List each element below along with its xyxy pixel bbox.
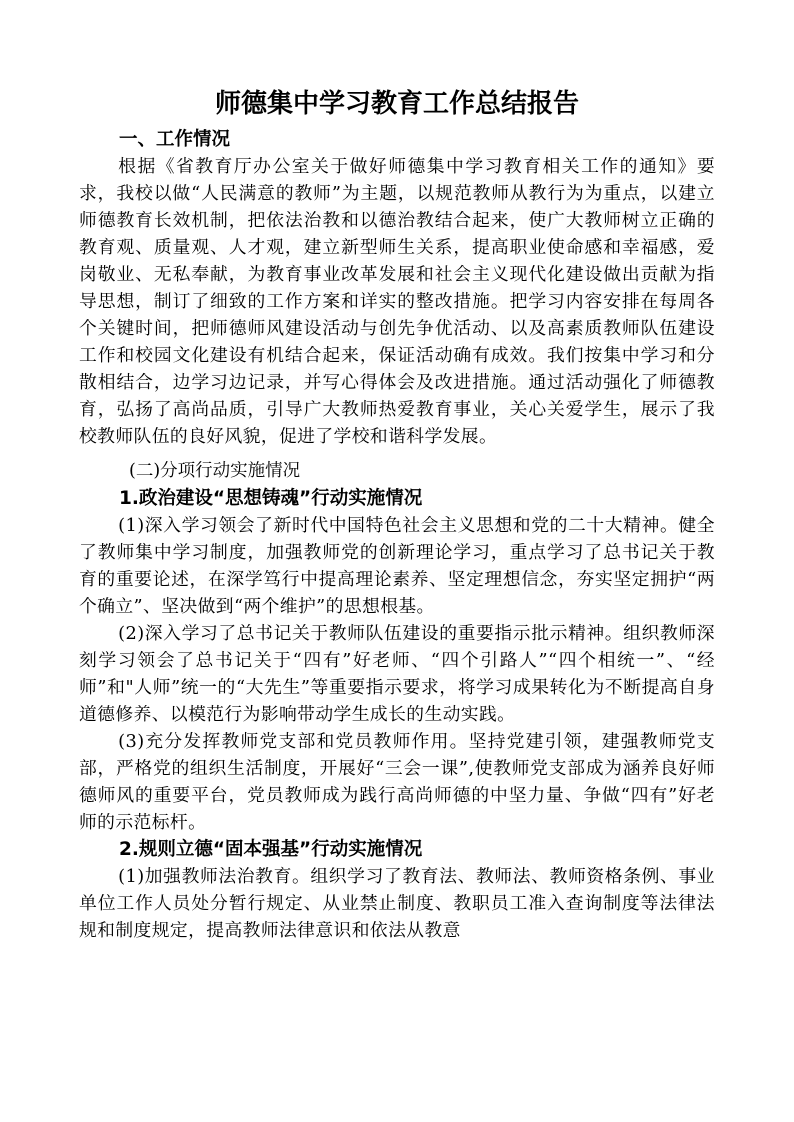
item2-heading: 2.规则立德“固本强基”行动实施情况 (119, 839, 423, 860)
document-title: 师德集中学习教育工作总结报告 (214, 89, 579, 119)
item1-paragraph-2: (2)深入学习了总书记关于教师队伍建设的重要指示批示精神。组织教师深刻学习领会了总书记关于“四有”好老师、“四个引路人”“四个相统一”、“经师”和"人师”统一的“大先生”等重要指示要求，将学习成果转化为不断提高自身道德修养、以模范行为影响带动学生成长的生动实践。 (79, 623, 715, 725)
item2-paragraph-1: (1)加强教师法治教育。组织学习了教育法、教师法、教师资格条例、事业单位工作人员处分暂行规定、从业禁止制度、教职员工准入查询制度等法律法规和制度规定，提高教师法律意识和依法从教意 (79, 866, 715, 941)
item1-paragraph-3: (3)充分发挥教师党支部和党员教师作用。坚持党建引领，建强教师党支部，严格党的组织生活制度，开展好“三会一课”,使教师党支部成为涵养良好师德师风的重要平台，党员教师成为践行高尚师德的中坚力量、争做“四有”好老师的示范标杆。 (79, 731, 715, 833)
section1-paragraph: 根据《省教育厅办公室关于做好师德集中学习教育相关工作的通知》要求，我校以做“人民满意的教师”为主题，以规范教师从教行为为重点，以建立师德教育长效机制，把依法治教和以德治教结合起来，使广大教师树立正确的教育观、质量观、人才观，建立新型师生关系，提高职业使命感和幸福感，爱岗敬业、无私奉献，为教育事业改革发展和社会主义现代化建设做出贡献为指导思想，制订了细致的工作方案和详实的整改措施。把学习内容安排在每周各个关键时间，把师德师风建设活动与创先争优活动、以及高素质教师队伍建设工作和校园文化建设有机结合起来，保证活动确有成效。我们按集中学习和分散相结合，边学习边记录，并写心得体会及改进措施。通过活动强化了师德教育，弘扬了高尚品质，引导广大教师热爱教育事业，关心关爱学生，展示了我校教师队伍的良好风貌，促进了学校和谐科学发展。 (79, 156, 715, 447)
section-heading-work-status: 一、工作情况 (119, 129, 231, 150)
item1-heading: 1.政治建设“思想铸魂”行动实施情况 (119, 488, 423, 509)
subsection-label: (二)分项行动实施情况 (129, 461, 301, 481)
item1-paragraph-1: (1)深入学习领会了新时代中国特色社会主义思想和党的二十大精神。健全了教师集中学习制度，加强教师党的创新理论学习，重点学习了总书记关于教育的重要论述，在深学笃行中提高理论素养、坚定理想信念，夯实坚定拥护“两个确立”、坚决做到“两个维护”的思想根基。 (79, 515, 715, 617)
